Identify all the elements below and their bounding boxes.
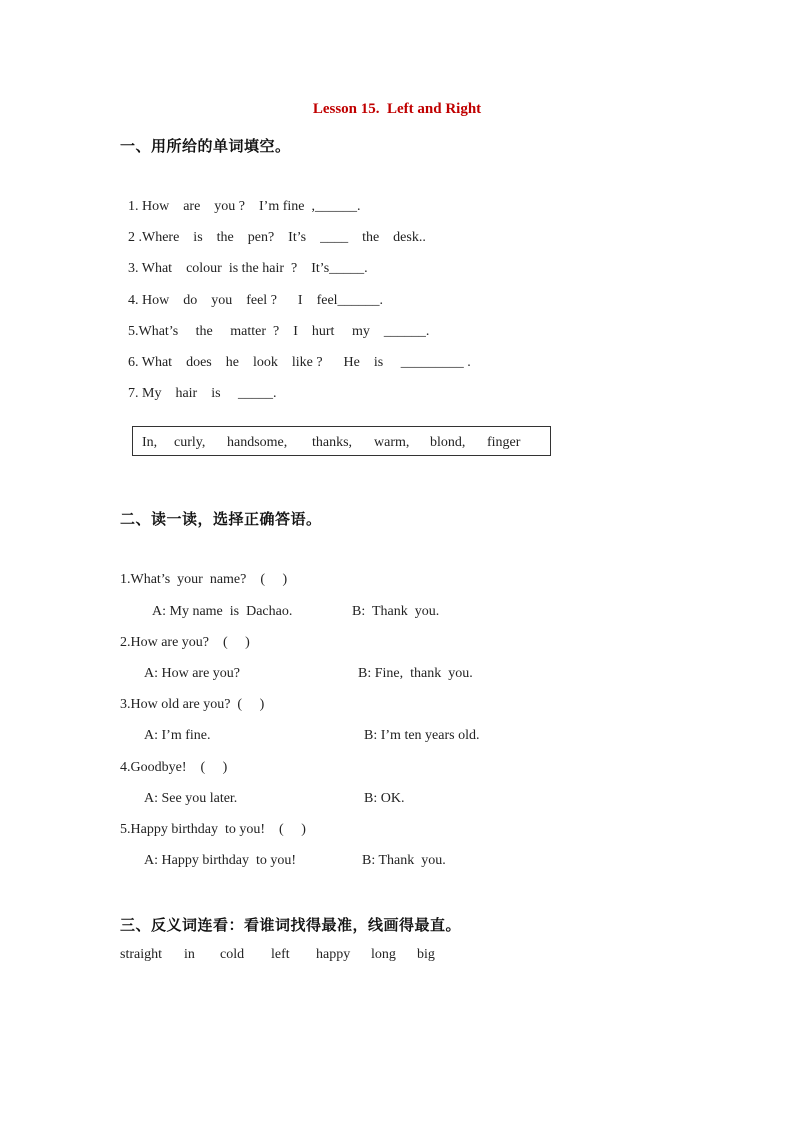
antonym-word: happy — [316, 947, 351, 962]
fill-item-2: 2 .Where is the pen? It’s ____ the desk.. — [128, 230, 426, 245]
word-bank-word: finger — [487, 435, 521, 450]
antonym-word: cold — [220, 947, 245, 962]
word-bank-word: warm, — [374, 435, 410, 450]
fill-item-5: 5.What’s the matter ? I hurt my ______. — [128, 324, 430, 339]
antonym-word: big — [417, 947, 435, 962]
word-bank-word: In, — [142, 435, 158, 450]
question-2: 2.How are you? ( ) — [120, 635, 250, 650]
word-bank-box — [132, 426, 551, 456]
word-bank-word: blond, — [430, 435, 466, 450]
fill-item-6: 6. What does he look like ? He is _________ . — [128, 355, 471, 370]
question-1: 1.What’s your name? ( ) — [120, 572, 288, 587]
question-2-option-a: A: How are you? — [144, 666, 241, 681]
question-4: 4.Goodbye! ( ) — [120, 760, 228, 775]
question-4-option-a: A: See you later. — [144, 791, 238, 806]
antonym-word: long — [371, 947, 396, 962]
antonym-word: left — [271, 947, 290, 962]
question-3-option-a: A: I’m fine. — [144, 728, 211, 743]
antonym-word: straight — [120, 947, 162, 962]
page-title: Lesson 15. Left and Right — [312, 101, 482, 117]
question-5-option-a: A: Happy birthday to you! — [144, 853, 297, 868]
question-2-option-b: B: Fine, thank you. — [358, 666, 473, 681]
word-bank-word: curly, — [174, 435, 206, 450]
section-3-heading: 三、反义词连看：看谁词找得最准，线画得最直。 — [120, 916, 462, 934]
question-1-option-b: B: Thank you. — [352, 604, 440, 619]
question-1-option-a: A: My name is Dachao. — [152, 604, 293, 619]
question-3: 3.How old are you? ( ) — [120, 697, 265, 712]
question-4-option-b: B: OK. — [364, 791, 405, 806]
fill-item-1: 1. How are you ? I’m fine ,______. — [128, 199, 361, 214]
fill-item-3: 3. What colour is the hair ? It’s_____. — [128, 261, 368, 276]
antonym-word: in — [184, 947, 195, 962]
word-bank-word: handsome, — [227, 435, 288, 450]
section-1-heading: 一、用所给的单词填空。 — [120, 137, 291, 155]
section-2-heading: 二、读一读，选择正确答语。 — [120, 510, 322, 528]
question-5-option-b: B: Thank you. — [362, 853, 446, 868]
fill-item-7: 7. My hair is _____. — [128, 386, 277, 401]
fill-item-4: 4. How do you feel ? I feel______. — [128, 293, 384, 308]
question-3-option-b: B: I’m ten years old. — [364, 728, 480, 743]
word-bank-word: thanks, — [312, 435, 353, 450]
question-5: 5.Happy birthday to you! ( ) — [120, 822, 306, 837]
